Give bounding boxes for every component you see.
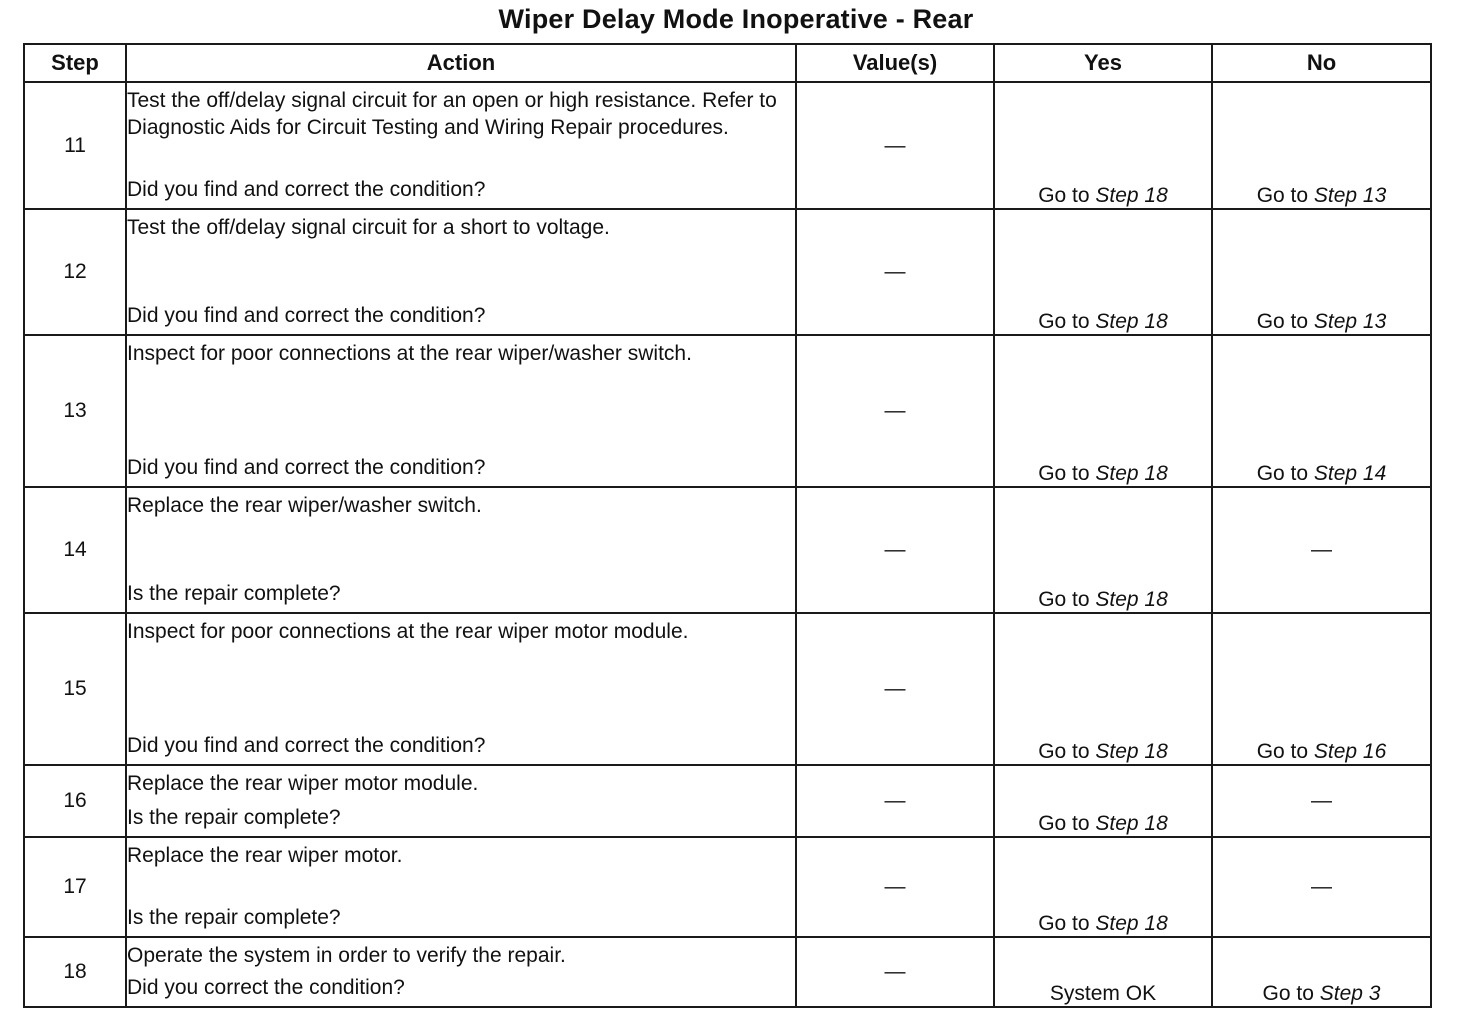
action-cell (126, 209, 796, 335)
table-row (24, 82, 1431, 209)
yes-step-link[interactable]: Step 18 (1095, 812, 1168, 835)
no-cell (1212, 82, 1431, 209)
value-cell: — (796, 613, 994, 765)
action-cell (126, 335, 796, 487)
no-prefix: Go to (1256, 462, 1314, 485)
yes-cell: System OK (994, 937, 1212, 1007)
header-action: Action (126, 44, 796, 82)
no-step-link[interactable]: Step 3 (1319, 982, 1381, 1005)
value-cell: — (796, 487, 994, 613)
yes-cell (994, 335, 1212, 487)
table-row (24, 613, 1431, 765)
yes-step-link[interactable]: Step 18 (1095, 462, 1168, 485)
value-cell: — (796, 335, 994, 487)
yes-prefix: Go to (1038, 588, 1096, 611)
no-cell (1212, 613, 1431, 765)
no-cell (1212, 335, 1431, 487)
action-text: Inspect for poor connections at the rear wiper/washer switch. (127, 342, 692, 365)
no-step-link[interactable]: Step 13 (1313, 310, 1387, 333)
action-cell (126, 765, 796, 837)
no-prefix: Go to (1256, 740, 1314, 763)
no-cell: — (1212, 837, 1431, 937)
no-prefix: Go to (1262, 982, 1320, 1005)
no-cell (1212, 209, 1431, 335)
header-no: No (1212, 44, 1431, 82)
action-text: Operate the system in order to verify the repair. (127, 944, 566, 967)
action-question: Is the repair complete? (127, 906, 341, 929)
yes-cell (994, 613, 1212, 765)
yes-step-link[interactable]: Step 18 (1095, 588, 1168, 611)
header-row (24, 44, 1431, 82)
no-step-link[interactable]: Step 14 (1313, 462, 1387, 485)
yes-prefix: Go to (1038, 812, 1096, 835)
value-cell: — (796, 937, 994, 1007)
step-number: 11 (24, 82, 126, 209)
action-text: Replace the rear wiper/washer switch. (127, 494, 482, 517)
value-cell: — (796, 209, 994, 335)
no-prefix: Go to (1256, 310, 1314, 333)
no-cell: — (1212, 765, 1431, 837)
action-question: Did you find and correct the condition? (127, 178, 486, 201)
action-text: Test the off/delay signal circuit for an open or high resistance. Refer to Diagnostic Aids for Circuit Testing and Wiring Repair procedures. (127, 89, 777, 139)
yes-cell (994, 837, 1212, 937)
header-step: Step (24, 44, 126, 82)
yes-cell (994, 209, 1212, 335)
yes-step-link[interactable]: Step 18 (1095, 310, 1168, 333)
action-text: Replace the rear wiper motor. (127, 844, 403, 867)
yes-prefix: Go to (1038, 310, 1096, 333)
step-number: 15 (24, 613, 126, 765)
action-text: Replace the rear wiper motor module. (127, 772, 479, 795)
action-cell (126, 837, 796, 937)
action-cell (126, 82, 796, 209)
table-row (24, 209, 1431, 335)
yes-prefix: Go to (1038, 184, 1096, 207)
action-cell (126, 613, 796, 765)
step-number: 13 (24, 335, 126, 487)
step-number: 16 (24, 765, 126, 837)
yes-prefix: Go to (1038, 462, 1096, 485)
yes-cell (994, 765, 1212, 837)
page-title: Wiper Delay Mode Inoperative - Rear (498, 4, 974, 34)
yes-step-link[interactable]: Step 18 (1095, 912, 1168, 935)
action-cell (126, 937, 796, 1007)
value-cell: — (796, 82, 994, 209)
table-row (24, 937, 1431, 1007)
yes-cell (994, 82, 1212, 209)
step-number: 18 (24, 937, 126, 1007)
action-question: Did you find and correct the condition? (127, 304, 486, 327)
step-number: 17 (24, 837, 126, 937)
table-row (24, 765, 1431, 837)
diagnostic-table (23, 43, 1432, 1008)
yes-step-link[interactable]: Step 18 (1095, 740, 1168, 763)
table-row (24, 487, 1431, 613)
table-row (24, 335, 1431, 487)
table-row (24, 837, 1431, 937)
no-prefix: Go to (1256, 184, 1314, 207)
action-question: Did you find and correct the condition? (127, 734, 486, 757)
action-text: Inspect for poor connections at the rear wiper motor module. (127, 620, 689, 643)
action-question: Did you find and correct the condition? (127, 456, 486, 479)
no-cell: — (1212, 487, 1431, 613)
yes-cell (994, 487, 1212, 613)
yes-prefix: Go to (1038, 740, 1096, 763)
action-question: Is the repair complete? (127, 806, 341, 829)
value-cell: — (796, 837, 994, 937)
step-number: 12 (24, 209, 126, 335)
yes-step-link[interactable]: Step 18 (1095, 184, 1168, 207)
yes-prefix: Go to (1038, 912, 1096, 935)
action-question: Is the repair complete? (127, 582, 341, 605)
action-text: Test the off/delay signal circuit for a short to voltage. (127, 216, 610, 239)
value-cell: — (796, 765, 994, 837)
action-question: Did you correct the condition? (127, 976, 405, 999)
no-step-link[interactable]: Step 13 (1313, 184, 1387, 207)
no-cell (1212, 937, 1431, 1007)
step-number: 14 (24, 487, 126, 613)
action-cell (126, 487, 796, 613)
no-step-link[interactable]: Step 16 (1313, 740, 1387, 763)
header-values: Value(s) (796, 44, 994, 82)
header-yes: Yes (994, 44, 1212, 82)
